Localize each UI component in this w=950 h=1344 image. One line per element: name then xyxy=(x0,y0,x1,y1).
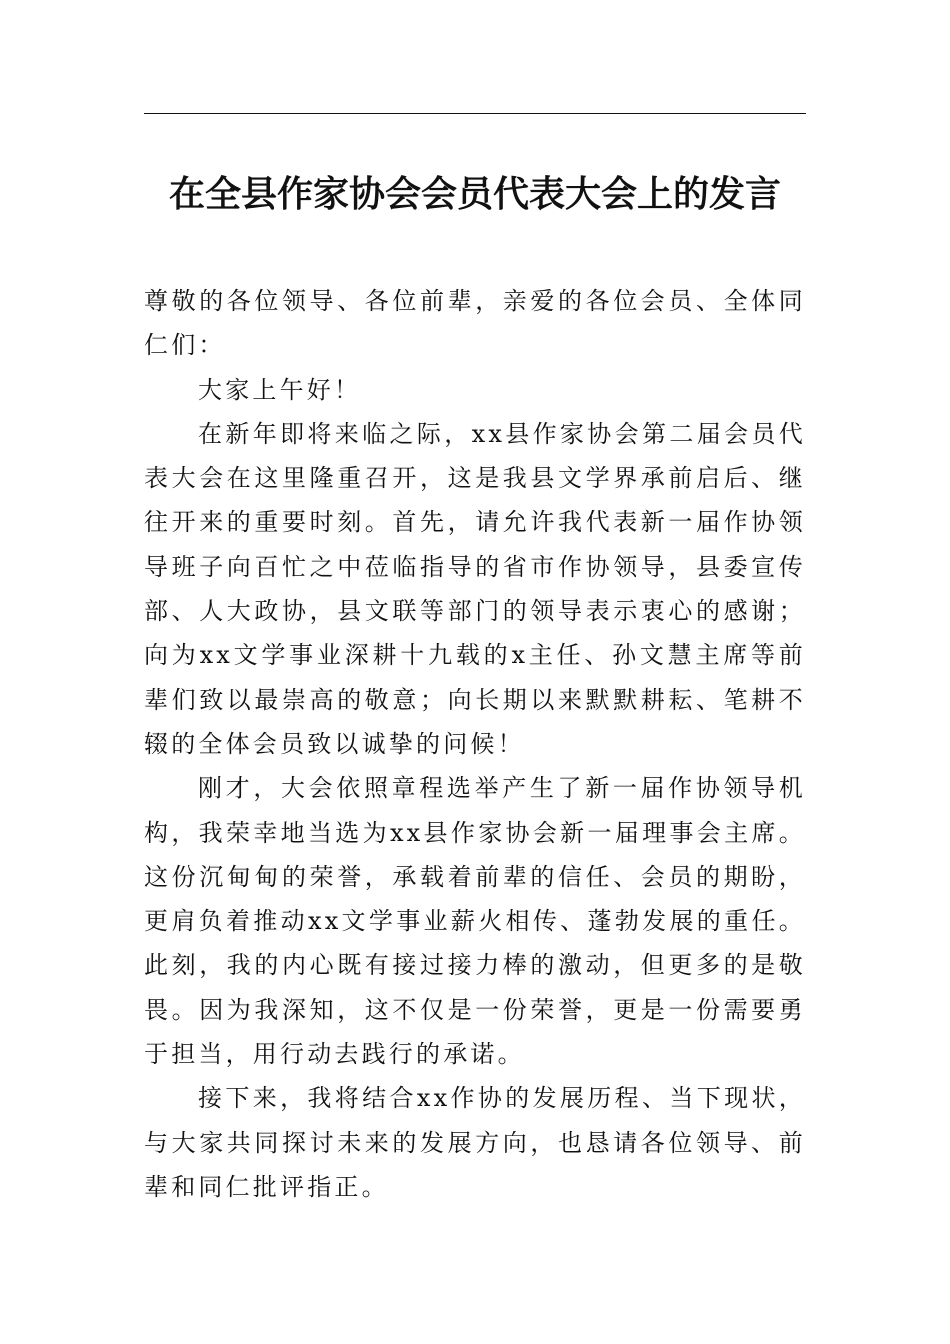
greeting-paragraph: 大家上午好！ xyxy=(198,375,362,404)
body-paragraph: 刚才，大会依照章程选举产生了新一届作协领导机构，我荣幸地当选为xx县作家协会新一届理事会主席。这份沉甸甸的荣誉，承载着前辈的信任、会员的期盼，更肩负着推动xx文学事业薪火相传、蓬勃发展的重任。此刻，我的内心既有接过接力棒的激动，但更多的是敬畏。因为我深知，这不仅是一份荣誉，更是一份需要勇于担当，用行动去践行的承诺。 xyxy=(144,774,806,1069)
body-paragraph: 接下来，我将结合xx作协的发展历程、当下现状，与大家共同探讨未来的发展方向，也恳请各位领导、前辈和同仁批评指正。 xyxy=(144,1084,806,1201)
body-paragraph: 在新年即将来临之际，xx县作家协会第二届会员代表大会在这里隆重召开，这是我县文学界承前启后、继往开来的重要时刻。首先，请允许我代表新一届作协领导班子向百忙之中莅临指导的省市作协领导，县委宣传部、人大政协，县文联等部门的领导表示衷心的感谢；向为xx文学事业深耕十九载的x主任、孙文慧主席等前辈们致以最崇高的敬意；向长期以来默默耕耘、笔耕不辍的全体会员致以诚挚的问候！ xyxy=(144,419,806,758)
salutation-paragraph: 尊敬的各位领导、各位前辈，亲爱的各位会员、全体同仁们： xyxy=(144,287,806,360)
header-rule xyxy=(144,113,806,114)
document-body xyxy=(144,279,806,1209)
document-title: 在全县作家协会会员代表大会上的发言 xyxy=(168,173,781,215)
